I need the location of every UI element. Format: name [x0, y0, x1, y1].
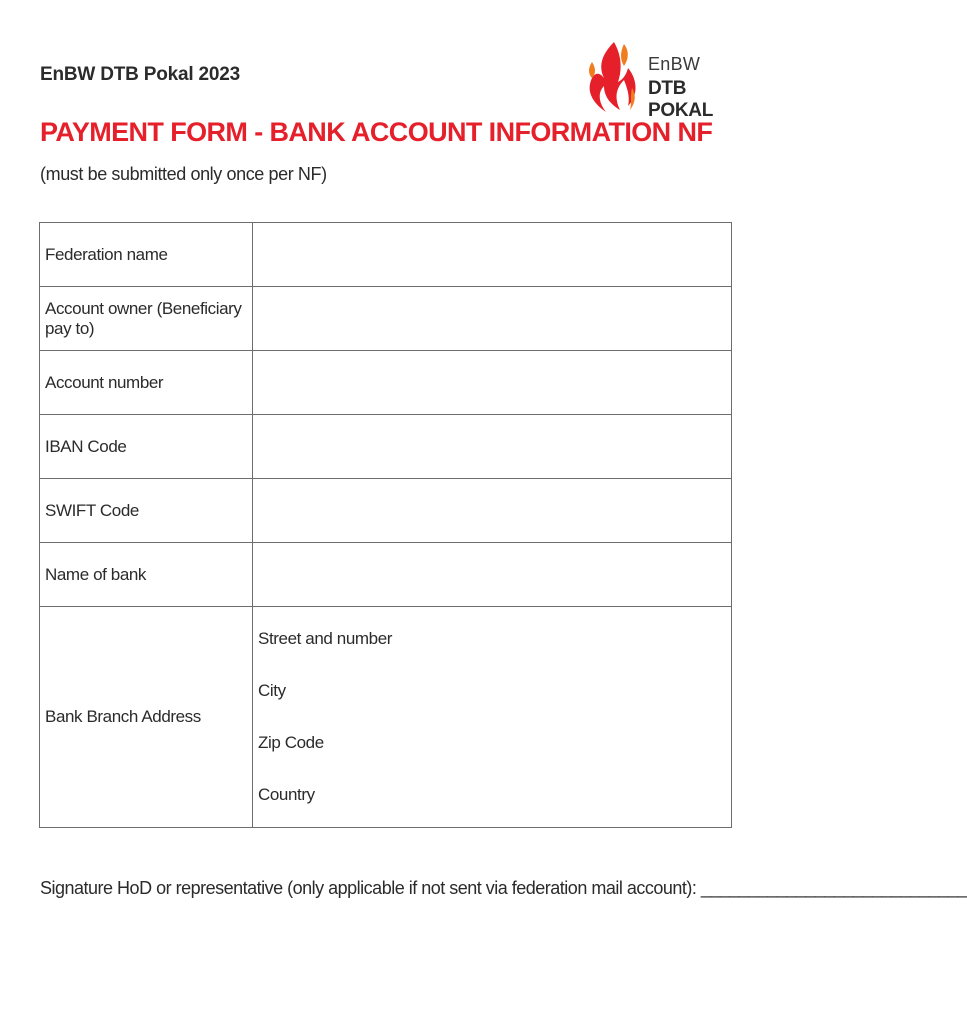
table-row — [40, 223, 732, 287]
dtb-pokal-logo — [584, 40, 744, 121]
bank-account-table — [39, 222, 732, 828]
field-value-account-owner[interactable] — [253, 287, 732, 351]
field-label-account-owner: Account owner (Beneficiary pay to) — [40, 287, 253, 351]
logo-text-enbw: EnBW — [648, 54, 701, 74]
field-value-account-number[interactable] — [253, 351, 732, 415]
logo-text-dtb-pokal: DTB POKAL — [648, 78, 714, 121]
table-row — [40, 479, 732, 543]
address-city[interactable]: City — [258, 681, 286, 700]
enbw-flame-logo-icon — [584, 40, 640, 116]
address-country[interactable]: Country — [258, 785, 315, 804]
field-label-name-of-bank: Name of bank — [40, 543, 253, 607]
signature-line[interactable]: Signature HoD or representative (only applicable if not sent via federation mail account): ____________________________ — [40, 878, 967, 898]
table-row — [40, 543, 732, 607]
table-row — [40, 287, 732, 351]
address-zip-code[interactable]: Zip Code — [258, 733, 324, 752]
field-label-iban-code: IBAN Code — [40, 415, 253, 479]
field-value-iban-code[interactable] — [253, 415, 732, 479]
table-row — [40, 415, 732, 479]
form-subtitle: (must be submitted only once per NF) — [40, 164, 327, 184]
table-row — [40, 351, 732, 415]
form-title: PAYMENT FORM - BANK ACCOUNT INFORMATION NF — [40, 117, 713, 147]
field-value-name-of-bank[interactable] — [253, 543, 732, 607]
field-value-federation-name[interactable] — [253, 223, 732, 287]
field-label-bank-branch-address: Bank Branch Address — [40, 607, 253, 828]
field-value-swift-code[interactable] — [253, 479, 732, 543]
field-label-account-number: Account number — [40, 351, 253, 415]
address-street-and-number[interactable]: Street and number — [258, 629, 393, 648]
table-row-address — [40, 607, 732, 828]
field-label-swift-code: SWIFT Code — [40, 479, 253, 543]
event-name: EnBW DTB Pokal 2023 — [40, 64, 240, 85]
field-value-bank-branch-address[interactable] — [253, 607, 732, 828]
field-label-federation-name: Federation name — [40, 223, 253, 287]
